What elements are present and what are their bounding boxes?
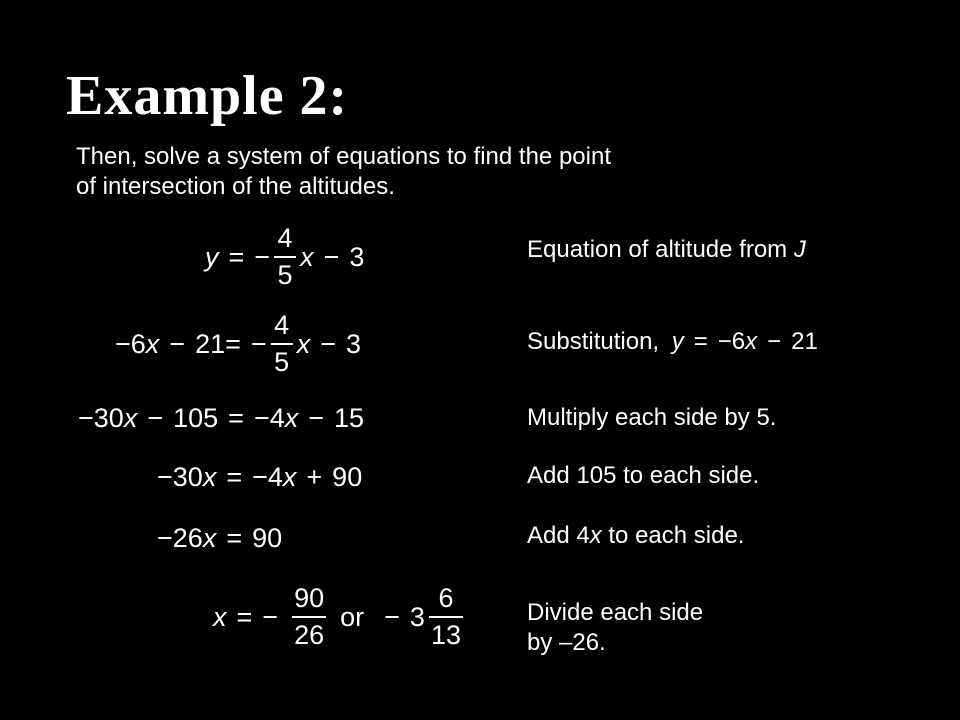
- eq6-minus-2: −: [384, 601, 400, 632]
- eq1-denominator: 5: [277, 260, 293, 290]
- eq6-minus: −: [262, 601, 279, 632]
- eq1-minus: −: [254, 241, 271, 272]
- eq3-constant-lhs: 105: [173, 402, 219, 433]
- eq3-coef-rhs: −4: [253, 402, 285, 433]
- note2-x: x: [745, 328, 758, 355]
- eq1-y: y: [205, 241, 219, 272]
- note2-y: y: [671, 328, 684, 355]
- eq5-x: x: [202, 522, 217, 553]
- instruction-line-1: Then, solve a system of equations to find the point: [76, 143, 611, 170]
- eq4-coef-rhs: −4: [252, 461, 283, 492]
- eq2-x-2: x: [296, 328, 311, 359]
- eq1-minus-2: −: [323, 241, 340, 272]
- instruction-text: [76, 142, 836, 202]
- eq6-or: or: [340, 601, 365, 632]
- eq1-fraction: [274, 221, 296, 293]
- instruction-line-2: of intersection of the altitudes.: [76, 173, 395, 200]
- eq5-constant: 90: [252, 522, 283, 553]
- eq1-numerator: 4: [277, 223, 293, 253]
- eq6-x: x: [213, 601, 227, 632]
- eq2-minus-3: −: [320, 328, 336, 359]
- note-step-2: [527, 327, 818, 357]
- eq3-coef: −30: [78, 402, 124, 433]
- eq4-x-2: x: [282, 461, 297, 492]
- note-step-6: [527, 598, 703, 658]
- eq4-x: x: [202, 461, 217, 492]
- eq6-denominator: 26: [294, 620, 325, 650]
- note-step-3: Multiply each side by 5.: [527, 404, 777, 431]
- note5-var: x: [589, 522, 602, 549]
- eq5-equals: =: [226, 522, 243, 553]
- eq2-constant-rhs: 3: [345, 328, 361, 359]
- eq4-coef: −30: [157, 461, 203, 492]
- eq3-x-2: x: [284, 402, 299, 433]
- eq1-x: x: [300, 241, 314, 272]
- eq4-plus: +: [306, 461, 323, 492]
- note6-line-1: Divide each side: [527, 599, 704, 626]
- eq2-denominator: 5: [274, 347, 290, 377]
- eq3-minus-2: −: [308, 402, 325, 433]
- eq2-numerator: 4: [274, 310, 290, 340]
- eq1-equals: =: [228, 241, 245, 272]
- eq6-mixed-denominator: 13: [430, 620, 461, 650]
- note-step-4: Add 105 to each side.: [527, 462, 760, 489]
- eq5-coef: −26: [157, 522, 203, 553]
- note2-prefix: Substitution,: [527, 328, 666, 355]
- eq6-mixed-fraction: [429, 581, 463, 653]
- equation-step-3: [78, 403, 364, 433]
- eq3-minus: −: [147, 402, 164, 433]
- equation-step-2: [115, 308, 361, 380]
- eq2-fraction: [271, 308, 293, 380]
- equation-step-1: [205, 222, 364, 292]
- eq2-minus-2: −: [250, 328, 267, 359]
- equation-step-5: [157, 523, 282, 553]
- eq2-x: x: [145, 328, 160, 359]
- equation-step-6: [213, 580, 467, 654]
- eq6-numerator: 90: [294, 583, 325, 613]
- eq6-fraction: [292, 581, 326, 653]
- eq3-constant-rhs: 15: [334, 402, 365, 433]
- slide-title: Example 2:: [66, 65, 349, 127]
- note2-constant: 21: [791, 328, 818, 355]
- eq4-equals: =: [226, 461, 243, 492]
- note2-equals: =: [693, 328, 708, 355]
- note2-minus: −: [767, 328, 782, 355]
- eq3-x: x: [123, 402, 138, 433]
- eq3-equals: =: [228, 402, 244, 433]
- note5-prefix: Add 4: [527, 522, 590, 549]
- note5-suffix: to each side.: [601, 522, 745, 549]
- note1-var: J: [793, 236, 806, 263]
- eq2-equals: =: [225, 328, 241, 359]
- note6-line-2: by –26.: [527, 629, 606, 656]
- note2-coef: −6: [717, 328, 746, 355]
- note-step-1: [527, 235, 806, 265]
- note1-text: Equation of altitude from: [527, 236, 794, 263]
- eq1-constant: 3: [349, 241, 365, 272]
- equation-step-4: [157, 462, 362, 492]
- eq6-whole: 3: [409, 601, 425, 632]
- eq2-constant-lhs: 21: [195, 328, 226, 359]
- eq2-coef: −6: [115, 328, 146, 359]
- eq2-minus: −: [169, 328, 186, 359]
- eq6-mixed-numerator: 6: [438, 583, 454, 613]
- eq4-constant: 90: [332, 461, 363, 492]
- note-step-5: [527, 521, 744, 551]
- eq6-equals: =: [236, 601, 253, 632]
